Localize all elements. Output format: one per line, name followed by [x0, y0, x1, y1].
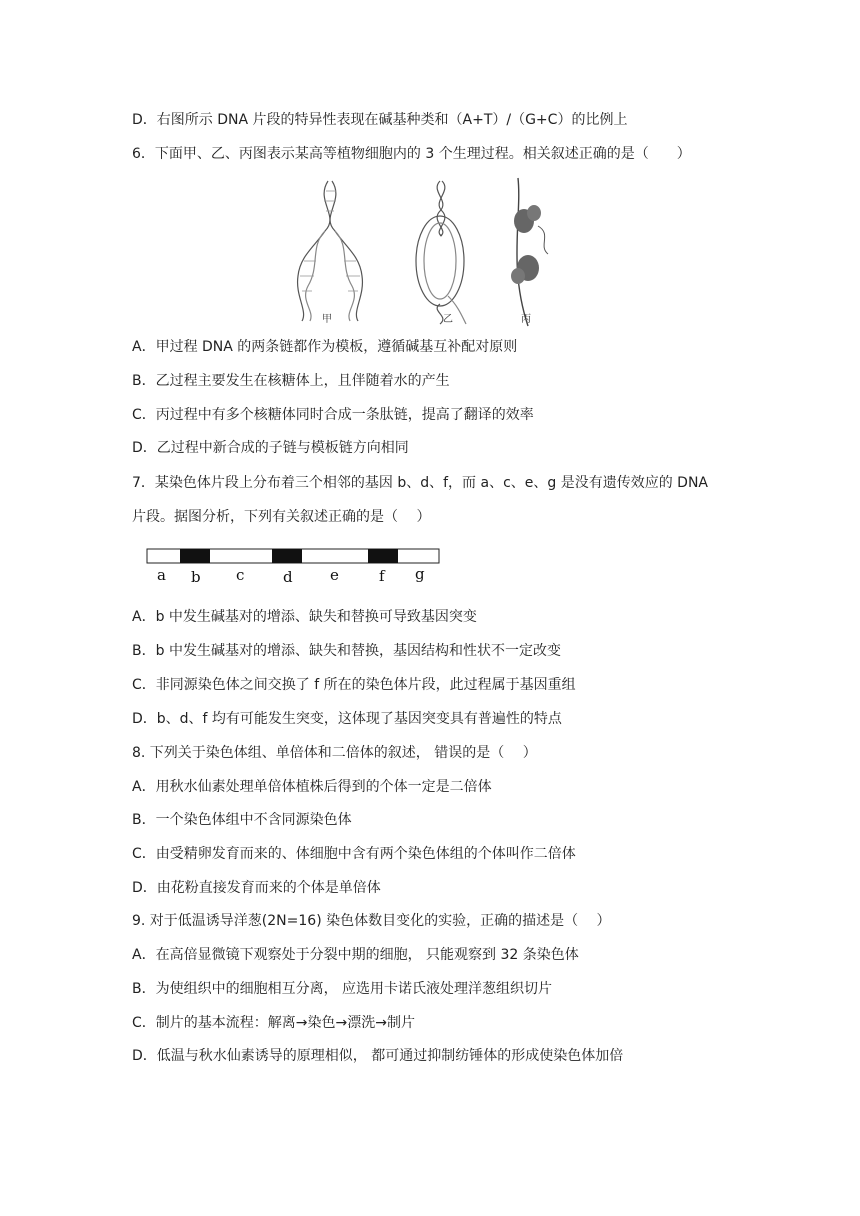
segment-label-d: d: [283, 568, 293, 586]
question-7-option-b: B．b 中发生碱基对的增添、缺失和替换，基因结构和性状不一定改变: [132, 643, 561, 659]
figure-6-caption-yi: 乙: [443, 314, 453, 325]
question-9-option-a: A．在高倍显微镜下观察处于分裂中期的细胞， 只能观察到 32 条染色体: [132, 947, 579, 963]
question-9-option-d: D．低温与秋水仙素诱导的原理相似， 都可通过抑制纺锤体的形成使染色体加倍: [132, 1048, 624, 1064]
question-6-option-c: C．丙过程中有多个核糖体同时合成一条肽链，提高了翻译的效率: [132, 407, 534, 423]
question-7-option-c: C．非同源染色体之间交换了 f 所在的染色体片段，此过程属于基因重组: [132, 677, 576, 693]
question-8-option-b: B．一个染色体组中不含同源染色体: [132, 812, 352, 828]
question-7-option-a: A．b 中发生碱基对的增添、缺失和替换可导致基因突变: [132, 609, 477, 625]
segment-label-e: e: [330, 566, 339, 584]
gene-segment-f: [368, 549, 398, 563]
question-8-stem: 8. 下列关于染色体组、单倍体和二倍体的叙述， 错误的是（ ）: [132, 745, 537, 761]
option-d-prev: D．右图所示 DNA 片段的特异性表现在碱基种类和（A+T）/（G+C）的比例上: [132, 112, 628, 128]
question-8-option-c: C．由受精卵发育而来的、体细胞中含有两个染色体组的个体叫作二倍体: [132, 846, 576, 862]
gene-segment-b: [180, 549, 210, 563]
question-6-option-d: D．乙过程中新合成的子链与模板链方向相同: [132, 440, 409, 456]
figure-6: [290, 176, 550, 328]
question-9-option-c: C．制片的基本流程：解离→染色→漂洗→制片: [132, 1015, 415, 1031]
segment-label-c: c: [236, 566, 245, 584]
figure-6-caption-bing: 丙: [521, 314, 531, 325]
figure-6-yi-transcription: [416, 181, 466, 324]
question-8-option-d: D．由花粉直接发育而来的个体是单倍体: [132, 880, 381, 896]
figure-7-chromosome-bar: [146, 548, 442, 566]
segment-label-g: g: [415, 565, 425, 583]
question-6-option-b: B．乙过程主要发生在核糖体上，且伴随着水的产生: [132, 373, 450, 389]
question-6-stem: 6．下面甲、乙、丙图表示某高等植物细胞内的 3 个生理过程。相关叙述正确的是（ ）: [132, 146, 691, 162]
segment-label-a: a: [157, 566, 166, 584]
question-8-option-a: A．用秋水仙素处理单倍体植株后得到的个体一定是二倍体: [132, 779, 492, 795]
question-9-stem: 9. 对于低温诱导洋葱(2N=16) 染色体数目变化的实验，正确的描述是（ ）: [132, 913, 611, 929]
segment-label-f: f: [379, 567, 385, 585]
figure-6-bing-translation: [511, 178, 548, 326]
figure-6-jia-replication: [298, 181, 363, 321]
question-7-stem-continued: 片段。据图分析，下列有关叙述正确的是（ ）: [132, 509, 431, 525]
figure-6-caption-jia: 甲: [322, 314, 332, 325]
gene-segment-d: [272, 549, 302, 563]
segment-label-b: b: [191, 568, 201, 586]
question-7-option-d: D．b、d、f 均有可能发生突变，这体现了基因突变具有普遍性的特点: [132, 711, 562, 727]
question-7-stem: 7．某染色体片段上分布着三个相邻的基因 b、d、f，而 a、c、e、g 是没有遗传效应的 DNA: [132, 475, 709, 491]
question-6-option-a: A．甲过程 DNA 的两条链都作为模板，遵循碱基互补配对原则: [132, 339, 518, 355]
question-9-option-b: B．为使组织中的细胞相互分离， 应选用卡诺氏液处理洋葱组织切片: [132, 981, 553, 997]
